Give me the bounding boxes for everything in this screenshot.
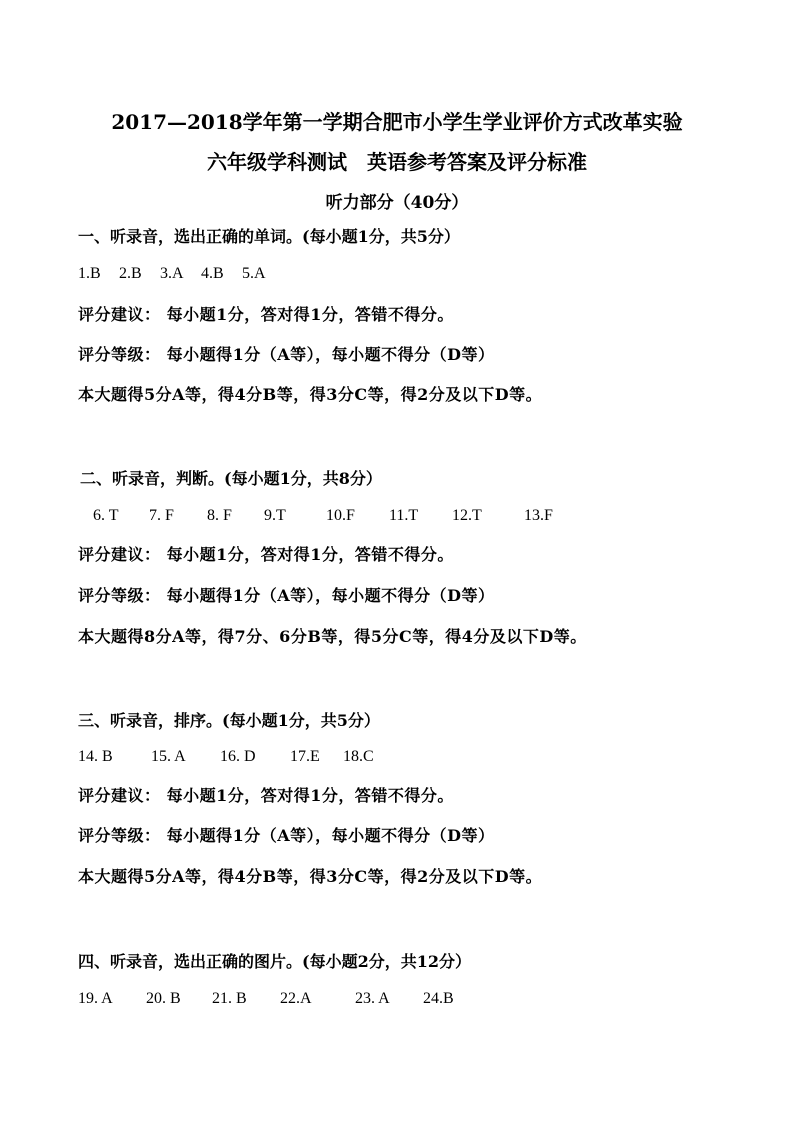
- section-3-suggestion: 评分建议： 每小题1分，答对得1分，答错不得分。: [78, 786, 454, 805]
- answer-item: 11.T: [389, 507, 419, 524]
- answer-item: 22.A: [280, 990, 312, 1007]
- section-1-answers: [78, 265, 266, 283]
- section-3-summary: 本大题得5分A等，得4分B等，得3分C等，得2分及以下D等。: [78, 867, 543, 886]
- answer-item: 14. B: [78, 748, 113, 765]
- document-title-line2: 六年级学科测试 英语参考答案及评分标准: [207, 150, 587, 174]
- answer-item: 17.E: [290, 748, 320, 765]
- answer-item: 1.B: [78, 265, 101, 282]
- answer-item: 4.B: [201, 265, 224, 282]
- answer-item: 16. D: [220, 748, 256, 765]
- answer-item: 2.B: [119, 265, 142, 282]
- answer-item: 23. A: [355, 990, 390, 1007]
- answer-item: 6. T: [93, 507, 119, 524]
- section-1-grading: 评分等级： 每小题得1分（A等），每小题不得分（D等）: [78, 345, 495, 364]
- answer-item: 12.T: [452, 507, 482, 524]
- section-2-suggestion: 评分建议： 每小题1分，答对得1分，答错不得分。: [78, 545, 454, 564]
- answer-item: 8. F: [207, 507, 232, 524]
- section-1-suggestion: 评分建议： 每小题1分，答对得1分，答错不得分。: [78, 305, 454, 324]
- section-2-grading: 评分等级： 每小题得1分（A等），每小题不得分（D等）: [78, 586, 495, 605]
- section-3-heading: 三、听录音，排序。(每小题1分，共5分）: [78, 711, 380, 730]
- document-title-line1: 2017—2018学年第一学期合肥市小学生学业评价方式改革实验: [111, 110, 683, 134]
- answer-item: 10.F: [326, 507, 355, 524]
- part-title: 听力部分（40分）: [325, 193, 469, 213]
- section-4-heading: 四、听录音，选出正确的图片。(每小题2分，共12分）: [78, 952, 471, 971]
- section-2-heading: 二、听录音，判断。(每小题1分，共8分）: [80, 469, 382, 488]
- section-3-answers: [78, 748, 374, 766]
- answer-item: 9.T: [264, 507, 286, 524]
- answer-item: 5.A: [242, 265, 266, 282]
- answer-item: 18.C: [343, 748, 374, 765]
- answer-item: 13.F: [524, 507, 553, 524]
- section-3-grading: 评分等级： 每小题得1分（A等），每小题不得分（D等）: [78, 826, 495, 845]
- answer-item: 19. A: [78, 990, 113, 1007]
- section-2-summary: 本大题得8分A等，得7分、6分B等，得5分C等，得4分及以下D等。: [78, 627, 587, 646]
- section-2-answers: [93, 507, 553, 525]
- section-1-summary: 本大题得5分A等，得4分B等，得3分C等，得2分及以下D等。: [78, 385, 543, 404]
- answer-item: 3.A: [160, 265, 184, 282]
- answer-item: 24.B: [423, 990, 454, 1007]
- answer-item: 15. A: [151, 748, 186, 765]
- answer-item: 20. B: [146, 990, 181, 1007]
- section-4-answers: [78, 990, 454, 1008]
- answer-item: 7. F: [149, 507, 174, 524]
- section-1-heading: 一、听录音，选出正确的单词。(每小题1分，共5分）: [78, 227, 460, 246]
- answer-item: 21. B: [212, 990, 247, 1007]
